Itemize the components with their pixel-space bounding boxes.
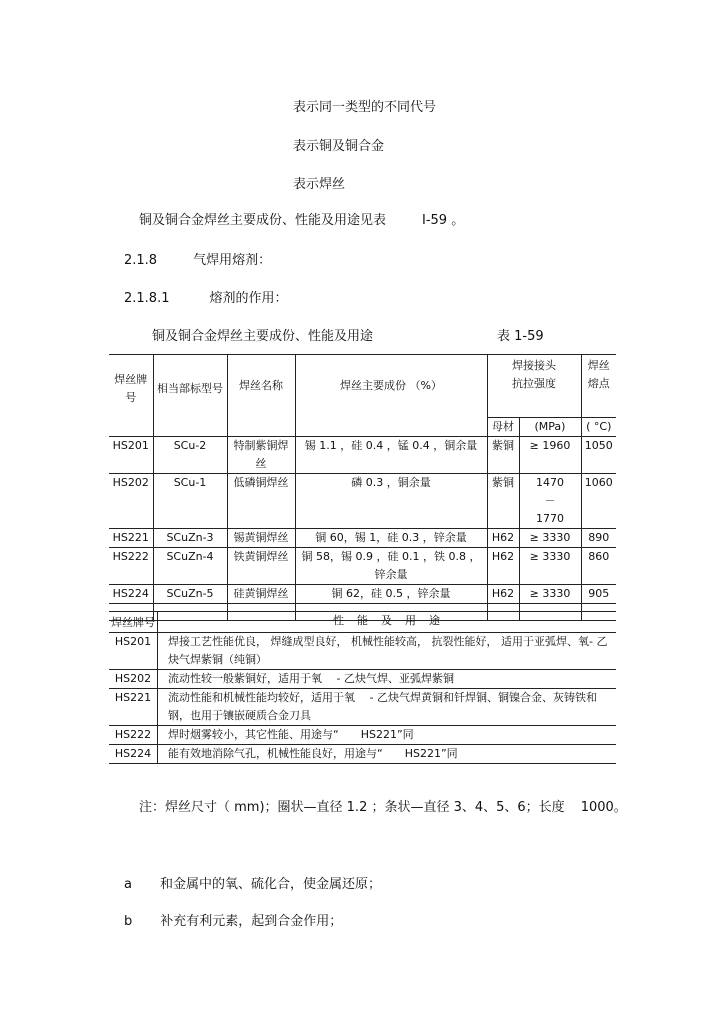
cell-melt: 860	[581, 548, 616, 585]
list-text: 和金属中的氧、硫化合，使金属还原；	[159, 877, 381, 892]
table-note	[139, 800, 627, 816]
cell-brand: HS222	[109, 726, 158, 745]
section-number: 2.1.8.1	[124, 291, 170, 306]
composition-table	[109, 354, 616, 621]
cell-melt: 905	[581, 585, 616, 604]
header-mpa: (MPa)	[519, 418, 581, 437]
header-base-metal: 母材	[487, 418, 519, 437]
header-name: 焊丝名称	[227, 355, 295, 418]
table-row	[109, 585, 616, 604]
section-title: 气焊用熔剂：	[193, 253, 272, 268]
cell-composition: 磷 0.3 ，铜余量	[295, 474, 487, 529]
header-celsius: ( °C)	[581, 418, 616, 437]
header-composition: 焊丝主要成份 （%）	[295, 355, 487, 418]
list-text: 补充有利元素，起到合金作用；	[160, 914, 343, 929]
list-marker: b	[124, 914, 133, 929]
table-row	[109, 548, 616, 585]
cell-equiv: SCuZn-5	[153, 585, 227, 604]
cell-brand: HS201	[109, 437, 153, 474]
cell-base-metal: 紫铜	[487, 437, 519, 474]
cell-melt: 1050	[581, 437, 616, 474]
cell-strength: ≥ 1960	[519, 437, 581, 474]
table-row	[109, 745, 616, 764]
cell-name: 特制紫铜焊丝	[227, 437, 295, 474]
cell-usage: 能有效地消除气孔，机械性能良好，用途与“ HS221”同	[158, 745, 617, 764]
line-type-code-note: 表示同一类型的不同代号	[293, 100, 437, 115]
list-marker: a	[124, 877, 132, 892]
cell-equiv: SCu-1	[153, 474, 227, 529]
header-strength: 焊接接头抗拉强度	[487, 355, 581, 396]
cell-usage: 流动性能和机械性能均较好，适用于氧 - 乙炔气焊黄铜和钎焊铜、铜镍合金、灰铸铁和钢，也用于镶嵌硬质合金刀具	[158, 689, 617, 726]
cell-strength: ≥ 3330	[519, 529, 581, 548]
section-title: 熔剂的作用：	[209, 291, 288, 306]
cell-name: 低磷铜焊丝	[227, 474, 295, 529]
cell-base-metal: 紫铜	[487, 474, 519, 529]
cell-brand: HS221	[109, 689, 158, 726]
cell-composition: 铜 60，锡 1，硅 0.3 ，锌余量	[295, 529, 487, 548]
table-reference: I-59 。	[422, 213, 465, 228]
section-2-1-8-1	[124, 291, 288, 307]
table-caption-number: 表 1-59	[497, 329, 544, 344]
line-copper-note: 表示铜及铜合金	[293, 139, 385, 154]
cell-melt: 890	[581, 529, 616, 548]
cell-name: 硅黄铜焊丝	[227, 585, 295, 604]
note-label: 注：焊丝尺寸（ mm)；圈状—直径 1.2 ；条状—直径 3、4、5、6；长度	[139, 800, 565, 815]
cell-brand: HS221	[109, 529, 153, 548]
table-row	[109, 689, 616, 726]
header-equiv: 相当部标型号	[153, 355, 227, 418]
paragraph-text: 铜及铜合金焊丝主要成份、性能及用途见表	[139, 213, 387, 228]
cell-usage: 焊时烟雾较小，其它性能、用途与“ HS221”同	[158, 726, 617, 745]
paragraph-see-table	[139, 213, 464, 229]
cell-melt: 1060	[581, 474, 616, 529]
cell-brand: HS202	[109, 670, 158, 689]
cell-strength: ≥ 3330	[519, 548, 581, 585]
cell-brand: HS202	[109, 474, 153, 529]
cell-brand: HS222	[109, 548, 153, 585]
cell-base-metal: H62	[487, 529, 519, 548]
cell-usage: 流动性较一般紫铜好，适用于氧 - 乙炔气焊、亚弧焊紫铜	[158, 670, 617, 689]
cell-composition: 铜 58，锡 0.9 ，硅 0.1 ，铁 0.8 ，锌余量	[295, 548, 487, 585]
section-number: 2.1.8	[124, 253, 158, 268]
note-value: 1000。	[580, 800, 627, 815]
list-item	[124, 877, 381, 893]
cell-base-metal: H62	[487, 548, 519, 585]
cell-base-metal: H62	[487, 585, 519, 604]
table-row	[109, 474, 616, 529]
table-row	[109, 529, 616, 548]
table-row	[109, 633, 616, 670]
cell-brand: HS224	[109, 585, 153, 604]
cell-equiv: SCuZn-4	[153, 548, 227, 585]
table-row	[109, 726, 616, 745]
cell-brand: HS224	[109, 745, 158, 764]
header-usage: 性 能 及 用 途	[158, 612, 617, 633]
table-row	[109, 437, 616, 474]
cell-strength: ≥ 3330	[519, 585, 581, 604]
cell-brand: HS201	[109, 633, 158, 670]
header-melt: 焊丝熔点	[581, 355, 616, 396]
cell-name: 锡黄铜焊丝	[227, 529, 295, 548]
cell-equiv: SCu-2	[153, 437, 227, 474]
table-row	[109, 670, 616, 689]
cell-strength: 1470－1770	[519, 474, 581, 529]
cell-name: 铁黄铜焊丝	[227, 548, 295, 585]
cell-equiv: SCuZn-3	[153, 529, 227, 548]
header-brand: 焊丝牌号	[109, 355, 153, 418]
header-brand: 焊丝牌号	[109, 612, 158, 633]
line-wire-note: 表示焊丝	[293, 177, 346, 192]
table-caption-title: 铜及铜合金焊丝主要成份、性能及用途	[152, 329, 374, 344]
cell-usage: 焊接工艺性能优良， 焊缝成型良好， 机械性能较高， 抗裂性能好， 适用于亚弧焊、氧- 乙炔气焊紫铜（纯铜）	[158, 633, 617, 670]
cell-composition: 铜 62，硅 0.5 ，锌余量	[295, 585, 487, 604]
usage-table	[109, 611, 616, 764]
cell-composition: 锡 1.1 ，硅 0.4 ，锰 0.4 ，铜余量	[295, 437, 487, 474]
section-2-1-8	[124, 253, 271, 269]
list-item	[124, 914, 342, 930]
